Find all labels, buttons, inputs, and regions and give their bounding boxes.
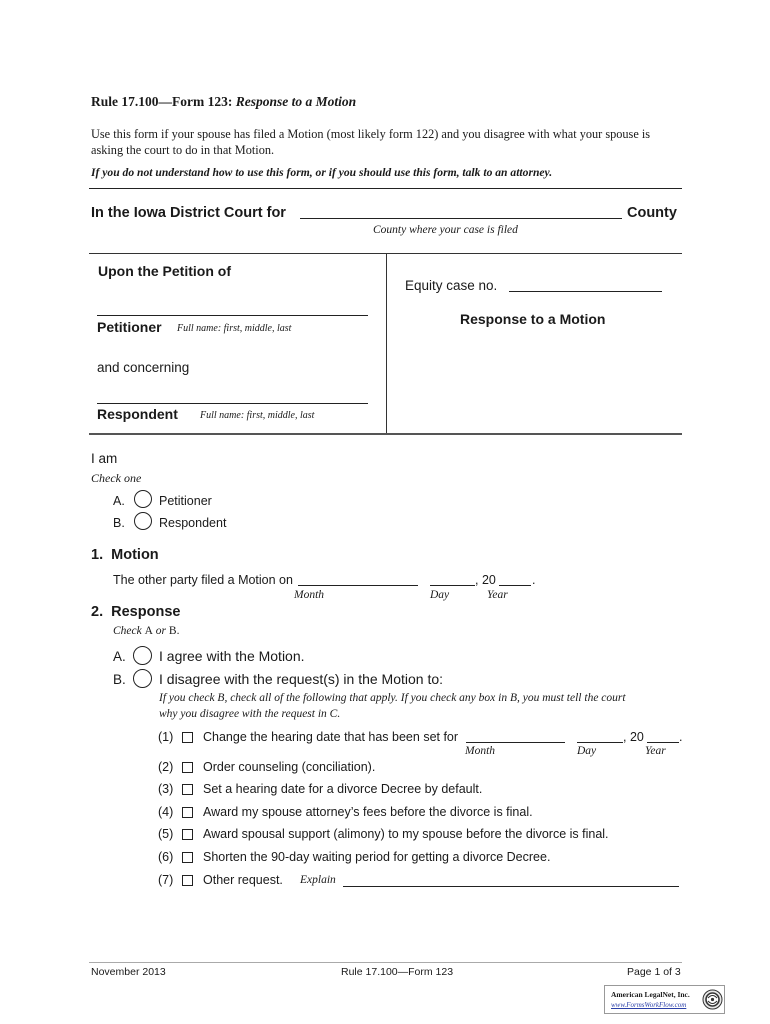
item-6-number: (6) — [158, 850, 174, 864]
response-option-a-letter: A. — [113, 649, 126, 664]
iam-option-b-text: Respondent — [159, 516, 227, 530]
agree-radio[interactable] — [133, 646, 152, 665]
item-4-number: (4) — [158, 805, 174, 819]
response-option-a-text: I agree with the Motion. — [159, 648, 305, 664]
caption-divider — [386, 253, 387, 433]
disagree-radio[interactable] — [133, 669, 152, 688]
motion-day-field[interactable] — [430, 585, 475, 586]
check-hint-part-4: B — [168, 625, 177, 637]
item-2-number: (2) — [158, 760, 174, 774]
court-prefix: In the Iowa District Court for — [91, 205, 286, 221]
motion-year-field[interactable] — [499, 585, 531, 586]
instruction-line-2: why you disagree with the request in C. — [159, 708, 341, 720]
item-6-text: Shorten the 90-day waiting period for getting a divorce Decree. — [203, 850, 551, 864]
motion-month-field[interactable] — [298, 585, 418, 586]
respondent-radio[interactable] — [134, 512, 152, 530]
section-1-heading: 1. Motion — [91, 547, 159, 563]
petitioner-name-field[interactable] — [97, 315, 368, 316]
footer-form: Rule 17.100—Form 123 — [341, 966, 454, 978]
check-hint-part-1: Check — [113, 625, 145, 637]
hearing-year-field[interactable] — [647, 742, 679, 743]
case-number-field[interactable] — [509, 291, 662, 292]
hearing-year-prefix: , 20 — [623, 730, 644, 744]
response-option-b-letter: B. — [113, 672, 126, 687]
hearing-end-period: . — [679, 730, 683, 744]
item-7-text: Other request. — [203, 873, 283, 887]
explain-label: Explain — [300, 874, 336, 886]
item-2-checkbox[interactable] — [182, 762, 193, 773]
item-1-number: (1) — [158, 730, 174, 744]
iam-option-b-letter: B. — [113, 516, 125, 530]
badge-name: American LegalNet, Inc. — [611, 990, 690, 999]
hearing-month-field[interactable] — [466, 742, 565, 743]
item-5-checkbox[interactable] — [182, 829, 193, 840]
item-6-checkbox[interactable] — [182, 852, 193, 863]
caption-bottom-border — [89, 433, 682, 435]
instruction-line-1: If you check B, check all of the following that apply. If you check any box in B, you must tell the court — [159, 692, 626, 704]
iam-option-a-letter: A. — [113, 494, 125, 508]
hearing-year-hint: Year — [645, 745, 666, 757]
badge-url: www.FormsWorkFlow.com — [611, 1001, 687, 1009]
respondent-label: Respondent — [97, 406, 178, 422]
check-hint-part-3: or — [152, 625, 169, 637]
hearing-day-hint: Day — [577, 745, 597, 757]
motion-year-hint: Year — [487, 589, 508, 601]
item-2-text: Order counseling (conciliation). — [203, 760, 376, 774]
globe-logo-icon — [702, 989, 723, 1010]
intro-line-2: asking the court to do in that Motion. — [91, 143, 275, 157]
petitioner-label: Petitioner — [97, 319, 162, 335]
section-2-heading: 2. Response — [91, 604, 181, 620]
check-one-hint: Check one — [91, 471, 142, 485]
motion-day-hint: Day — [430, 589, 450, 601]
hearing-month-hint: Month — [465, 745, 496, 757]
item-7-checkbox[interactable] — [182, 875, 193, 886]
rule-title — [91, 94, 356, 110]
document-title: Response to a Motion — [460, 311, 606, 327]
form-title: Response to a Motion — [235, 94, 357, 109]
respondent-name-field[interactable] — [97, 403, 368, 404]
i-am-label: I am — [91, 451, 118, 466]
upon-petition-label: Upon the Petition of — [98, 263, 231, 279]
footer-date: November 2013 — [91, 966, 166, 978]
footer-page: Page 1 of 3 — [627, 966, 681, 978]
item-1-text: Change the hearing date that has been set for — [203, 730, 459, 744]
respondent-hint: Full name: first, middle, last — [200, 410, 315, 421]
motion-filed-text: The other party filed a Motion on — [113, 573, 293, 587]
rule-number: Rule 17.100—Form 123: — [91, 94, 233, 109]
court-suffix: County — [627, 205, 677, 221]
county-hint: County where your case is filed — [373, 224, 518, 236]
check-hint-part-2: A — [144, 625, 153, 637]
case-number-label: Equity case no. — [405, 278, 498, 293]
item-1-checkbox[interactable] — [182, 732, 193, 743]
item-7-number: (7) — [158, 873, 174, 887]
attorney-warning: If you do not understand how to use this form, or if you should use this form, talk to an attorney. — [91, 166, 553, 179]
iam-option-a-text: Petitioner — [159, 494, 212, 508]
explain-field[interactable] — [343, 886, 679, 887]
item-3-checkbox[interactable] — [182, 784, 193, 795]
footer-divider — [89, 962, 682, 963]
motion-end-period: . — [532, 573, 536, 587]
item-4-text: Award my spouse attorney’s fees before the divorce is final. — [203, 805, 533, 819]
intro-line-1: Use this form if your spouse has filed a Motion (most likely form 122) and you disagree with what your spouse is — [91, 127, 651, 141]
item-5-number: (5) — [158, 827, 174, 841]
and-concerning-label: and concerning — [97, 360, 190, 375]
item-3-number: (3) — [158, 782, 174, 796]
motion-year-prefix: , 20 — [475, 573, 496, 587]
motion-month-hint: Month — [294, 589, 325, 601]
county-field[interactable] — [300, 218, 622, 219]
legalnet-badge[interactable] — [604, 985, 725, 1014]
check-a-or-b-hint — [113, 625, 179, 637]
petitioner-radio[interactable] — [134, 490, 152, 508]
item-3-text: Set a hearing date for a divorce Decree by default. — [203, 782, 483, 796]
petitioner-hint: Full name: first, middle, last — [177, 323, 292, 334]
header-divider — [89, 188, 682, 189]
item-4-checkbox[interactable] — [182, 807, 193, 818]
check-hint-part-5: . — [176, 625, 180, 637]
hearing-day-field[interactable] — [577, 742, 623, 743]
item-5-text: Award spousal support (alimony) to my spouse before the divorce is final. — [203, 827, 609, 841]
response-option-b-text: I disagree with the request(s) in the Motion to: — [159, 671, 444, 687]
